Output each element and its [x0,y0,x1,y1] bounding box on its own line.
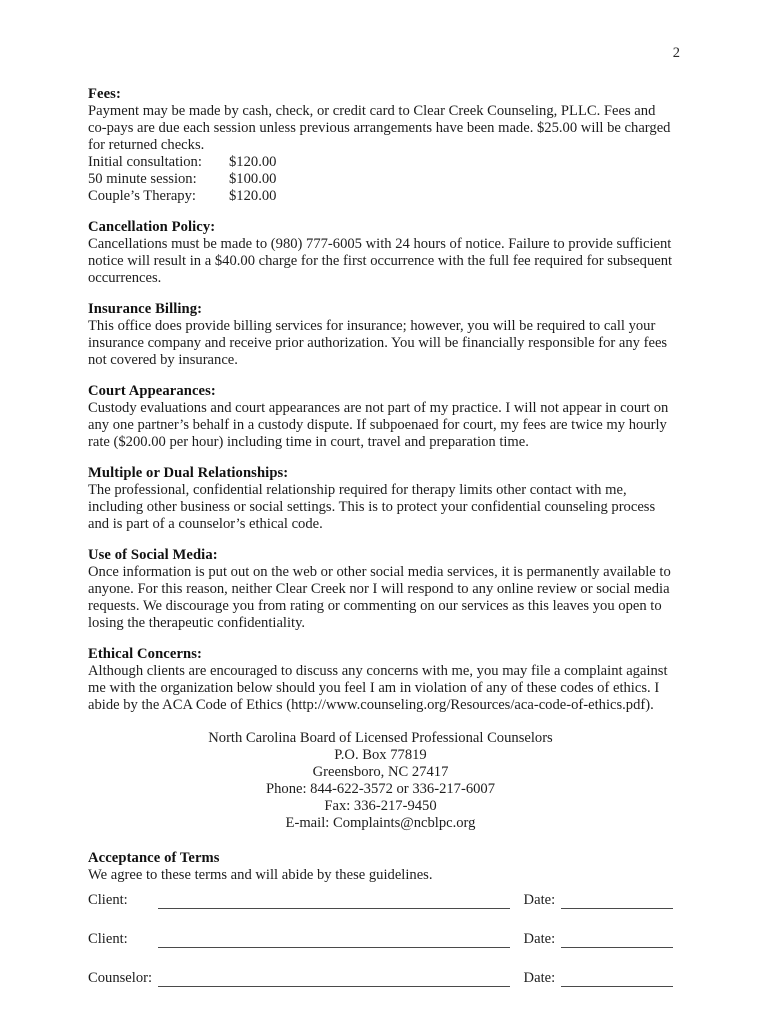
acceptance-statement: We agree to these terms and will abide by these guidelines. [88,867,433,883]
section-body-court-appearances: Custody evaluations and court appearances are not part of my practice. I will not appear in court on any one partner’s behalf in a custody dispute. If subpoenaed for court, my fees are twice my hourly rate ($200.00 per hour) including time in court, travel and preparation time. [88,400,669,450]
section-heading-social-media: Use of Social Media: [88,547,218,563]
signature-row-client-2 [88,909,673,948]
section-dual-relationships [88,465,673,533]
section-heading-insurance-billing: Insurance Billing: [88,301,203,317]
section-body-ethical-concerns: Although clients are encouraged to discuss any concerns with me, you may file a complaint against me with the organization below should you feel I am in violation of any of these codes of ethics. I abide by the ACA Code of Ethics (http://www.counseling.org/Resources/aca-code-of-ethics.pdf). [88,663,668,713]
client-2-date-cell [510,909,562,948]
client-2-label: Client: [88,931,128,947]
section-body-fees: Payment may be made by cash, check, or credit card to Clear Creek Counseling, PLLC. Fees and co-pays are due each session unless previous arrangements have been made. $25.00 will be charged for returned checks. [88,103,671,153]
section-insurance-billing [88,301,673,369]
acceptance-of-terms-section [88,850,673,987]
client-1-date-cell [510,885,562,909]
board-po-box: P.O. Box 77819 [334,747,427,763]
fee-row [88,188,673,205]
section-court-appearances [88,383,673,451]
section-heading-ethical-concerns: Ethical Concerns: [88,646,202,662]
section-heading-court-appearances: Court Appearances: [88,383,216,399]
fee-row [88,171,673,188]
signature-row-counselor [88,948,673,987]
board-organization-name: North Carolina Board of Licensed Professional Counselors [208,730,553,746]
board-city-state-zip: Greensboro, NC 27417 [312,764,449,780]
counselor-date-cell [510,948,562,987]
signature-rule [158,973,509,987]
section-body-cancellation-policy: Cancellations must be made to (980) 777-6005 with 24 hours of notice. Failure to provide sufficient notice will result in a $40.00 charge for the first occurrence with the full fee required for subsequent occurrences. [88,236,673,286]
acceptance-heading: Acceptance of Terms [88,850,220,866]
fee-label: Initial consultation: [88,154,202,170]
client-1-date-line[interactable] [561,885,673,909]
fee-list [88,154,673,205]
counselor-label: Counselor: [88,970,153,986]
counselor-date-line[interactable] [561,948,673,987]
section-fees [88,86,673,205]
section-social-media [88,547,673,632]
board-contact-block [88,730,673,832]
date-label: Date: [523,970,556,986]
section-body-dual-relationships: The professional, confidential relationship required for therapy limits other contact with me, including other business or social settings. This is to protect your confidential counseling process and is part of a counselor’s ethical code. [88,482,656,532]
section-body-insurance-billing: This office does provide billing services for insurance; however, you will be required to call your insurance company and receive prior authorization. You will be financially responsible for any fees not covered by insurance. [88,318,668,368]
section-cancellation-policy [88,219,673,287]
section-body-social-media: Once information is put out on the web or other social media services, it is permanently available to anyone. For this reason, neither Clear Creek nor I will respond to any online review or social media requests. We discourage you from rating or commenting on our services as this leaves you open to losing the therapeutic confidentiality. [88,564,671,631]
signature-rule [158,934,509,948]
board-phone: Phone: 844-622-3572 or 336-217-6007 [265,781,496,797]
page-number: 2 [672,45,680,61]
client-2-date-line[interactable] [561,909,673,948]
board-fax: Fax: 336-217-9450 [324,798,437,814]
fee-amount: $120.00 [229,188,277,204]
client-1-signature-line[interactable] [158,885,509,909]
date-label: Date: [523,892,556,908]
signature-rule [158,895,509,909]
section-heading-cancellation-policy: Cancellation Policy: [88,219,216,235]
date-label: Date: [523,931,556,947]
signature-table [88,885,673,987]
document-body [88,86,673,987]
fee-label: Couple’s Therapy: [88,188,196,204]
board-email: E-mail: Complaints@ncblpc.org [285,815,476,831]
date-rule [561,934,673,948]
fee-label: 50 minute session: [88,171,197,187]
fee-amount: $100.00 [229,171,277,187]
client-2-signature-line[interactable] [158,909,509,948]
client-1-label: Client: [88,892,128,908]
section-heading-fees: Fees: [88,86,121,102]
fee-amount: $120.00 [229,154,277,170]
fee-row [88,154,673,171]
counselor-signature-line[interactable] [158,948,509,987]
section-ethical-concerns [88,646,673,714]
date-rule [561,973,673,987]
date-rule [561,895,673,909]
signature-row-client-1 [88,885,673,909]
section-heading-dual-relationships: Multiple or Dual Relationships: [88,465,289,481]
